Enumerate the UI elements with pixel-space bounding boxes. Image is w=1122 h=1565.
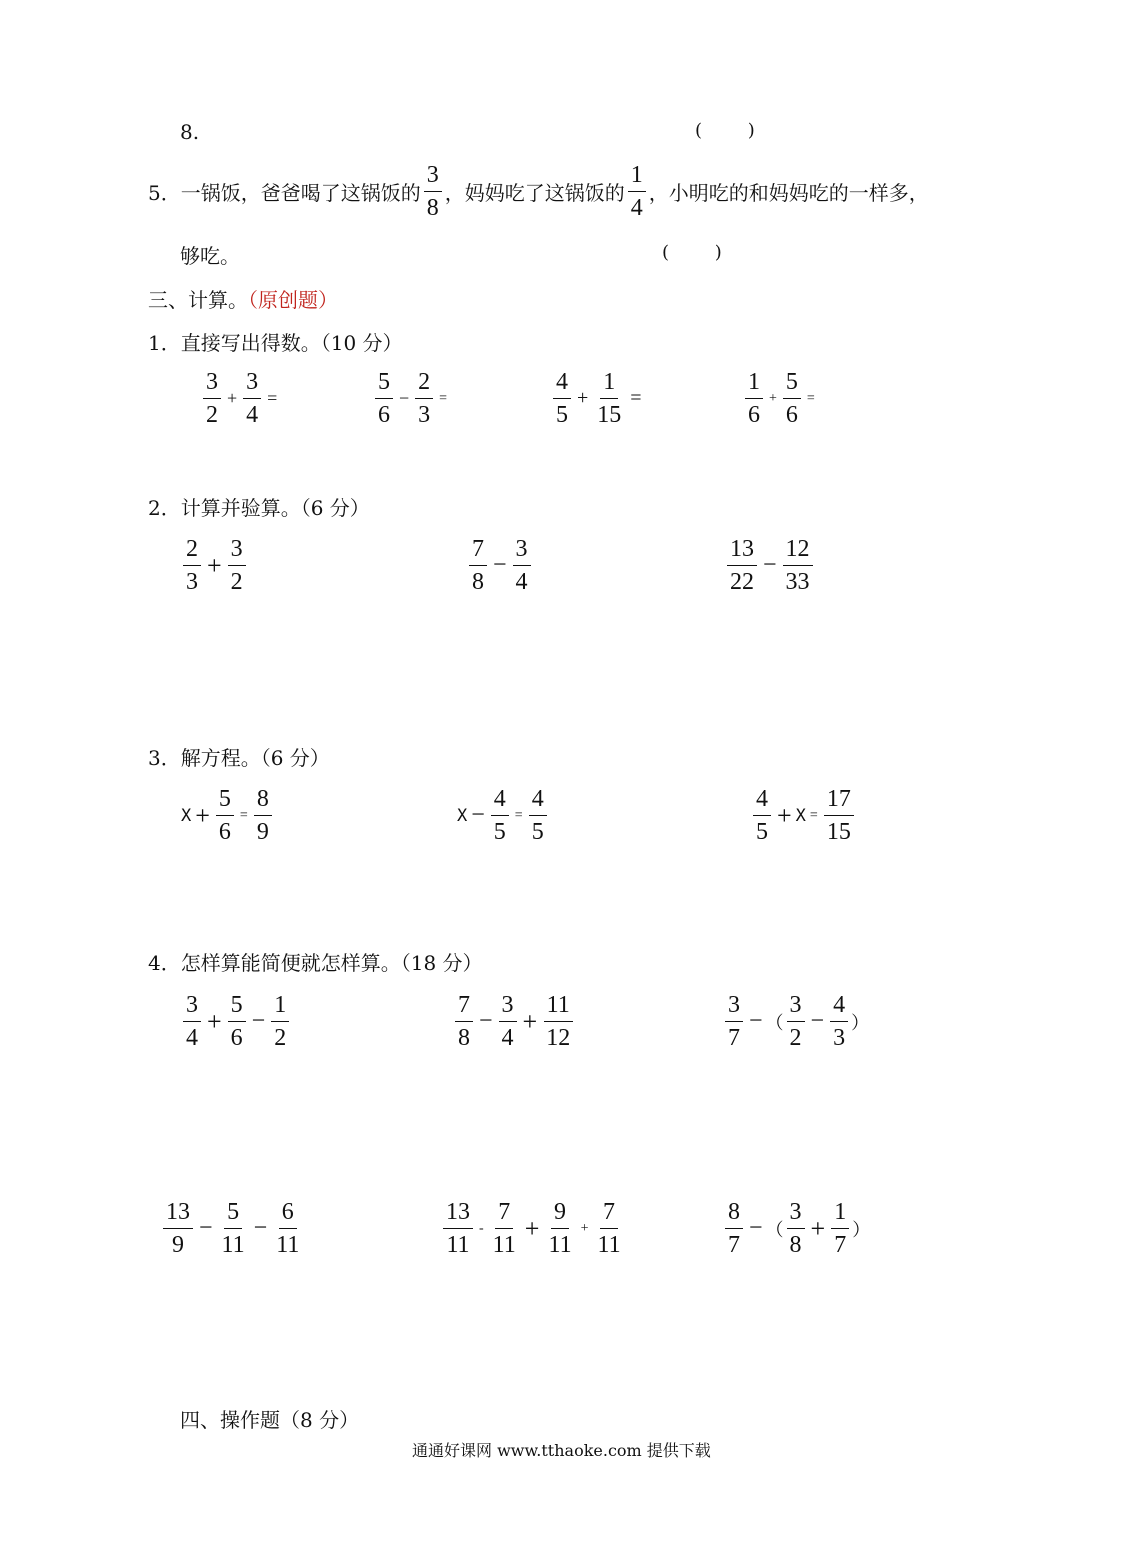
- item-8-label: 8.: [180, 120, 200, 144]
- numerator: 13: [163, 1200, 193, 1229]
- operator: +: [810, 1213, 826, 1243]
- numerator: 1: [600, 370, 618, 399]
- fraction: [787, 1200, 805, 1257]
- denominator: 15: [597, 402, 622, 428]
- fraction: [415, 370, 433, 427]
- denominator: 4: [186, 1025, 198, 1051]
- denominator: 9: [256, 819, 269, 845]
- numerator: 3: [513, 537, 531, 566]
- fraction: [216, 787, 234, 844]
- fraction: [228, 537, 246, 594]
- denominator: 4: [246, 402, 259, 428]
- operator: +: [195, 800, 210, 830]
- numerator: 1: [831, 1200, 849, 1229]
- operator: +: [769, 390, 777, 406]
- denominator: 33: [785, 569, 810, 595]
- denominator: 2: [274, 1025, 287, 1051]
- fraction: [553, 370, 571, 427]
- operator: −: [810, 1008, 825, 1034]
- operator: −: [253, 1215, 268, 1241]
- fraction: [725, 1200, 743, 1257]
- operator: −: [749, 1008, 763, 1034]
- numerator: 7: [600, 1200, 618, 1229]
- numerator: 3: [243, 370, 261, 399]
- fraction: [831, 1200, 849, 1257]
- denominator: 5: [493, 819, 506, 845]
- part-4-title: 4．怎样算能简便就怎样算。（18 分）: [148, 951, 483, 975]
- right-paren: ）: [851, 1012, 870, 1033]
- section-4-title: 四、操作题（8 分）: [180, 1408, 360, 1432]
- denominator: 5: [556, 402, 568, 428]
- fraction: [745, 370, 763, 427]
- operator: −: [251, 1008, 266, 1034]
- denominator: 7: [728, 1232, 740, 1258]
- section-3-title: 三、计算。: [148, 288, 248, 312]
- numerator: 3: [183, 993, 201, 1022]
- denominator: 6: [218, 819, 231, 845]
- numerator: 8: [725, 1200, 743, 1229]
- fraction: [727, 537, 757, 594]
- p3-equation-1: [180, 787, 275, 844]
- denominator: 2: [206, 402, 218, 428]
- denominator: 11: [548, 1232, 572, 1258]
- operator: -: [479, 1220, 484, 1236]
- numerator: 13: [727, 537, 757, 566]
- fraction: [529, 787, 547, 844]
- fraction: [499, 993, 517, 1050]
- part-2-title: 2．计算并验算。（6 分）: [148, 496, 370, 520]
- numerator: 1: [271, 993, 289, 1022]
- operator: −: [199, 1215, 213, 1241]
- denominator: 9: [172, 1232, 184, 1258]
- fraction: [163, 1200, 193, 1257]
- numerator: 3: [787, 993, 805, 1022]
- p1-expression-4: [742, 370, 818, 427]
- numerator: 12: [783, 537, 813, 566]
- denominator: 3: [833, 1025, 846, 1051]
- numerator: 5: [224, 1200, 242, 1229]
- denominator: 11: [492, 1232, 516, 1258]
- denominator: 3: [186, 569, 198, 595]
- fraction: [513, 537, 531, 594]
- fraction: [783, 537, 813, 594]
- p4-expression-4: [160, 1200, 305, 1257]
- operator: +: [207, 1006, 222, 1036]
- p2-expression-3: [724, 537, 816, 594]
- numerator: 3: [228, 537, 246, 566]
- p2-expression-1: [180, 537, 249, 594]
- operator: −: [763, 552, 777, 578]
- numerator: 13: [443, 1200, 473, 1229]
- numerator: 3: [725, 993, 743, 1022]
- denominator: 4: [515, 569, 528, 595]
- fraction: [824, 787, 854, 844]
- numerator: 1: [628, 163, 646, 192]
- numerator: 4: [830, 993, 848, 1022]
- numerator: 7: [469, 537, 487, 566]
- denominator: 2: [230, 569, 243, 595]
- denominator: 8: [426, 195, 439, 221]
- q5-prefix: 5．一锅饭，爸爸喝了这锅饭的: [148, 181, 421, 205]
- operator: +: [777, 800, 792, 830]
- operator: +: [580, 1220, 589, 1236]
- fraction: [455, 993, 473, 1050]
- p3-equation-2: [456, 787, 550, 844]
- equals-sign: =: [809, 807, 818, 823]
- denominator: 11: [276, 1232, 300, 1258]
- equals-sign: =: [630, 387, 642, 409]
- p4-expression-2: [452, 993, 576, 1050]
- denominator: 2: [789, 1025, 802, 1051]
- numerator: 7: [455, 993, 473, 1022]
- fraction: [543, 993, 573, 1050]
- fraction: [243, 370, 261, 427]
- q5-suffix: ，小明吃的和妈妈吃的一样多，: [648, 181, 929, 205]
- numerator: 3: [203, 370, 221, 399]
- numerator: 9: [551, 1200, 569, 1229]
- denominator: 22: [730, 569, 754, 595]
- equals-sign: =: [806, 390, 815, 406]
- q5-line-2: 够吃。: [180, 244, 240, 268]
- operator: +: [577, 387, 589, 409]
- variable-x: X: [457, 805, 468, 826]
- equals-sign: =: [239, 807, 248, 823]
- variable-x: X: [795, 805, 806, 826]
- denominator: 8: [472, 569, 484, 595]
- q5-mid: ，妈妈吃了这锅饭的: [444, 181, 625, 205]
- p1-expression-3: [550, 370, 645, 427]
- denominator: 5: [756, 819, 768, 845]
- denominator: 12: [546, 1025, 571, 1051]
- part-3-title: 3．解方程。（6 分）: [148, 746, 330, 770]
- footer-source: 通通好课网 www.tthaoke.com 提供下载: [412, 1441, 711, 1460]
- part-1-title: 1．直接写出得数。（10 分）: [148, 331, 403, 355]
- equals-sign: =: [267, 388, 278, 408]
- q5-fraction-2: [628, 163, 646, 220]
- denominator: 15: [826, 819, 851, 845]
- numerator: 2: [183, 537, 201, 566]
- numerator: 5: [375, 370, 393, 399]
- p1-expression-1: [200, 370, 280, 427]
- fraction: [203, 370, 221, 427]
- answer-blank: ( ): [695, 120, 755, 141]
- fraction: [725, 993, 743, 1050]
- denominator: 5: [531, 819, 544, 845]
- denominator: 6: [748, 402, 760, 428]
- numerator: 4: [553, 370, 571, 399]
- fraction: [830, 993, 848, 1050]
- numerator: 6: [279, 1200, 297, 1229]
- fraction: [183, 993, 201, 1050]
- numerator: 5: [216, 787, 234, 816]
- fraction: [594, 1200, 623, 1257]
- denominator: 11: [446, 1232, 470, 1258]
- fraction: [375, 370, 393, 427]
- answer-blank: ( ): [662, 242, 722, 263]
- fraction: [787, 993, 805, 1050]
- numerator: 11: [544, 993, 573, 1022]
- fraction: [219, 1200, 248, 1257]
- p2-expression-2: [466, 537, 534, 594]
- equals-sign: =: [439, 390, 448, 406]
- fraction: [594, 370, 624, 427]
- operator: −: [479, 1008, 493, 1034]
- numerator: 4: [753, 787, 771, 816]
- p4-expression-3: [722, 993, 869, 1050]
- numerator: 4: [491, 787, 509, 816]
- numerator: 3: [787, 1200, 805, 1229]
- operator: −: [399, 388, 410, 408]
- denominator: 6: [230, 1025, 243, 1051]
- operator: −: [493, 552, 507, 578]
- numerator: 7: [495, 1200, 513, 1229]
- left-paren: （: [765, 1219, 784, 1240]
- numerator: 1: [745, 370, 763, 399]
- numerator: 5: [228, 993, 246, 1022]
- p4-expression-1: [180, 993, 292, 1050]
- section-3-heading: [148, 284, 338, 313]
- numerator: 8: [254, 787, 272, 816]
- fraction: [783, 370, 801, 427]
- equals-sign: =: [514, 807, 523, 823]
- q5-fraction-1: [424, 163, 442, 220]
- denominator: 3: [418, 402, 431, 428]
- operator: −: [471, 802, 485, 828]
- denominator: 6: [378, 402, 390, 428]
- operator: +: [522, 1006, 538, 1036]
- denominator: 11: [221, 1232, 245, 1258]
- fraction: [443, 1200, 473, 1257]
- operator: +: [207, 550, 222, 580]
- denominator: 4: [630, 195, 643, 221]
- denominator: 8: [789, 1232, 802, 1258]
- fraction: [254, 787, 272, 844]
- fraction: [490, 1200, 519, 1257]
- p3-equation-3: [750, 787, 857, 844]
- fraction: [469, 537, 487, 594]
- fraction: [228, 993, 246, 1050]
- fraction: [491, 787, 509, 844]
- denominator: 4: [501, 1025, 514, 1051]
- numerator: 4: [529, 787, 547, 816]
- fraction: [545, 1200, 574, 1257]
- variable-x: X: [181, 805, 192, 826]
- denominator: 8: [458, 1025, 470, 1051]
- operator: +: [524, 1213, 540, 1243]
- numerator: 5: [783, 370, 801, 399]
- numerator: 3: [499, 993, 517, 1022]
- operator: +: [227, 388, 238, 408]
- denominator: 11: [597, 1232, 621, 1258]
- fraction: [273, 1200, 302, 1257]
- denominator: 7: [834, 1232, 847, 1258]
- fraction: [753, 787, 771, 844]
- fraction: [183, 537, 201, 594]
- denominator: 6: [785, 402, 798, 428]
- numerator: 17: [824, 787, 854, 816]
- question-5: [148, 163, 929, 220]
- numerator: 2: [415, 370, 433, 399]
- fraction: [271, 993, 289, 1050]
- right-paren: ）: [852, 1219, 871, 1240]
- p4-expression-6: [722, 1200, 870, 1257]
- p1-expression-2: [372, 370, 450, 427]
- operator: −: [749, 1215, 763, 1241]
- left-paren: （: [765, 1012, 784, 1033]
- numerator: 3: [424, 163, 442, 192]
- denominator: 7: [728, 1025, 740, 1051]
- p4-expression-5: [440, 1200, 627, 1257]
- original-tag: （原创题）: [248, 288, 338, 312]
